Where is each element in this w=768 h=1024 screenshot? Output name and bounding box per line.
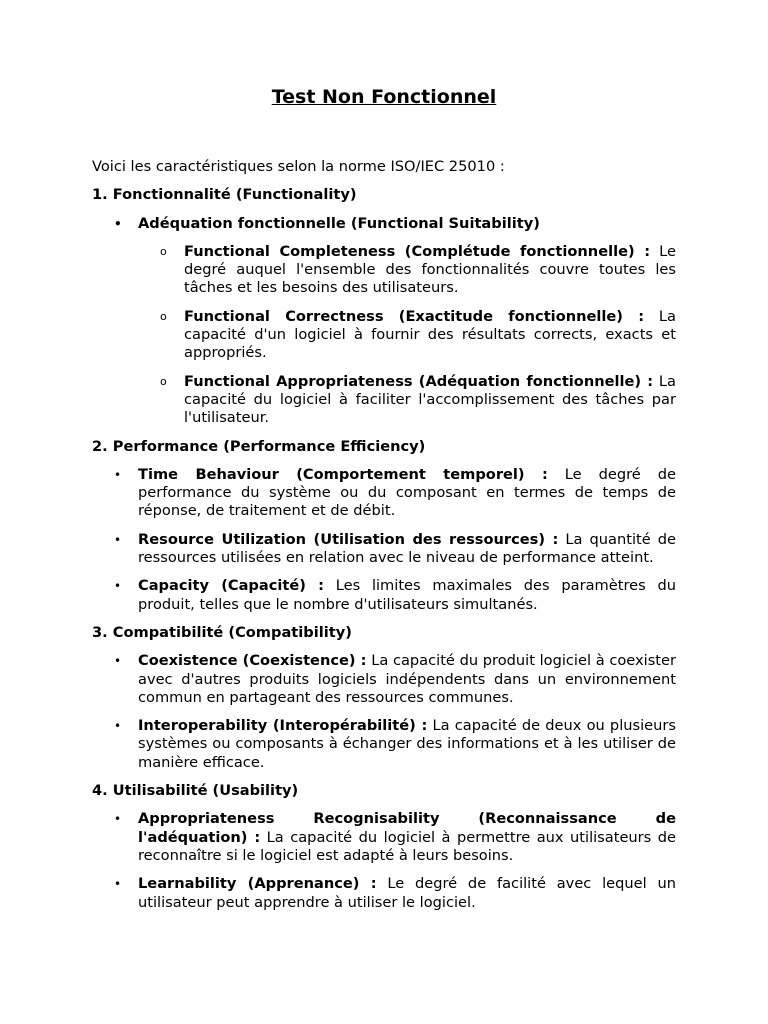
bullet-icon: •: [114, 812, 122, 827]
section-heading-usability: 4. Utilisabilité (Usability): [92, 782, 299, 800]
list-item: [114, 465, 676, 521]
document-page: [92, 86, 676, 912]
item-description: La capacité de deux ou plusieurs systèmes ou composants à échanger des informations et à les utiliser de manière efficace.: [138, 717, 676, 771]
bullet-icon: •: [114, 654, 122, 669]
item-term: Time Behaviour (Comportement temporel) :: [138, 465, 548, 483]
item-term: Resource Utilization (Utilisation des ressources) :: [138, 530, 559, 548]
item-term: Functional Correctness (Exactitude fonctionnelle) :: [184, 307, 645, 325]
intro-paragraph: Voici les caractéristiques selon la norme ISO/IEC 25010 :: [92, 158, 505, 175]
item-description: Les limites maximales des paramètres du produit, telles que le nombre d'utilisateurs simultanés.: [138, 577, 676, 613]
section-heading-functionality: 1. Fonctionnalité (Functionality): [92, 186, 357, 204]
bullet-icon: •: [114, 877, 122, 892]
section-heading-compatibility: 3. Compatibilité (Compatibility): [92, 623, 352, 641]
item-term: Learnability (Apprenance) :: [138, 875, 377, 893]
item-description: La quantité de ressources utilisées en relation avec le niveau de performance atteint.: [138, 530, 676, 567]
item-description: La capacité du logiciel à faciliter l'accomplissement des tâches par l'utilisateur.: [184, 372, 676, 427]
circle-bullet-icon: o: [160, 244, 167, 258]
list-item: [160, 372, 676, 428]
subheading-label: Adéquation fonctionnelle (Functional Suitability): [138, 214, 540, 232]
item-description: La capacité du produit logiciel à coexister avec d'autres produits logiciels indépendents dans un environnement commun en partageant des ressources communes.: [138, 652, 676, 706]
item-term: Coexistence (Coexistence) :: [138, 652, 367, 670]
bullet-icon: •: [114, 532, 122, 547]
item-term: Capacity (Capacité) :: [138, 577, 324, 595]
list-item: [114, 577, 676, 614]
list-item: [114, 652, 676, 707]
bullet-icon: •: [114, 719, 122, 734]
list-item: [114, 717, 676, 772]
bullet-icon: •: [114, 579, 122, 594]
list-item: [114, 810, 676, 865]
circle-bullet-icon: o: [160, 374, 167, 388]
item-description: La capacité d'un logiciel à fournir des résultats corrects, exacts et appropriés.: [184, 307, 676, 362]
item-term: Functional Completeness (Complétude fonctionnelle) :: [184, 242, 651, 260]
list-item: [160, 307, 676, 363]
item-description: Le degré auquel l'ensemble des fonctionnalités couvre toutes les tâches et les besoins des utilisateurs.: [184, 242, 676, 297]
item-description: La capacité du logiciel à permettre aux utilisateurs de reconnaître si le logiciel est adapté à leurs besoins.: [138, 828, 676, 864]
circle-bullet-icon: o: [160, 309, 167, 323]
item-description: Le degré de performance du système ou du composant en termes de temps de réponse, de traitement et de débit.: [138, 465, 676, 520]
list-item: [114, 875, 676, 912]
list-item: [160, 242, 676, 298]
item-term: Interoperability (Interopérabilité) :: [138, 717, 428, 735]
bullet-icon: •: [114, 467, 122, 482]
item-term: Functional Appropriateness (Adéquation fonctionnelle) :: [184, 372, 654, 390]
subheading-functional-suitability: [114, 214, 676, 233]
item-term: Appropriateness Recognisability (Reconnaissance de l'adéquation) :: [138, 810, 676, 846]
section-heading-performance: 2. Performance (Performance Efficiency): [92, 437, 426, 455]
document-title: Test Non Fonctionnel: [271, 86, 497, 108]
bullet-icon: •: [114, 216, 122, 231]
item-description: Le degré de facilité avec lequel un utilisateur peut apprendre à utiliser le logiciel.: [138, 875, 676, 911]
list-item: [114, 530, 676, 568]
